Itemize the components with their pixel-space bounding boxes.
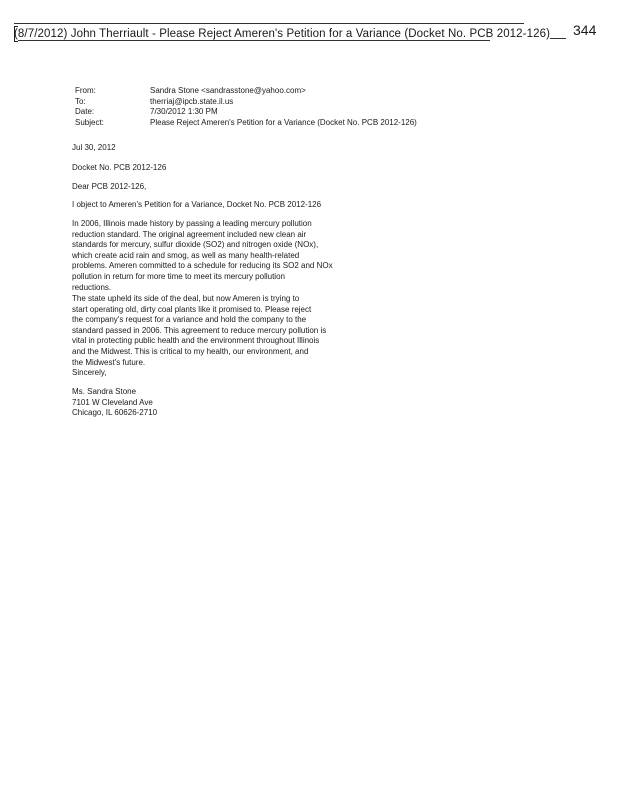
to-value: therriaj@ipcb.state.il.us	[150, 96, 234, 106]
paragraph-2-line: start operating old, dirty coal plants like it promised to. Please reject	[72, 304, 312, 314]
paragraph-2-line: the Midwest's future.	[72, 357, 146, 367]
subject-row	[75, 118, 417, 129]
email-headers	[75, 86, 417, 128]
paragraph-1-line: In 2006, Illinois made history by passing a leading mercury pollution	[72, 219, 312, 228]
letter-objection: I object to Ameren's Petition for a Variance, Docket No. PCB 2012-126	[72, 200, 322, 209]
paragraph-2-line: and the Midwest. This is critical to my health, our environment, and	[72, 346, 309, 356]
letter-closing: Sincerely,	[72, 368, 107, 377]
paragraph-1-line: which create acid rain and smog, as well as many health-related	[72, 250, 300, 260]
page-number: 344	[573, 22, 597, 38]
date-value: 7/30/2012 1:30 PM	[150, 107, 218, 117]
paragraph-1-line: pollution in return for more time to meet its mercury pollution	[72, 271, 285, 281]
to-label: To:	[75, 96, 86, 106]
signature-city: Chicago, IL 60626-2710	[72, 408, 158, 418]
paragraph-2	[72, 294, 326, 368]
letter-date: Jul 30, 2012	[72, 143, 116, 152]
to-row	[75, 97, 417, 108]
from-label: From:	[75, 86, 96, 95]
paragraph-1-line: problems. Ameren committed to a schedule for reducing its SO2 and NOx	[72, 261, 333, 271]
paragraph-2-line: vital in protecting public health and the environment throughout Illinois	[72, 336, 320, 346]
paragraph-1	[72, 219, 333, 293]
header-bottom-rule	[18, 40, 490, 41]
paragraph-1-line: standards for mercury, sulfur dioxide (SO2) and nitrogen oxide (NOx),	[72, 240, 319, 250]
date-label: Date:	[75, 107, 95, 117]
header-title: (8/7/2012) John Therriault - Please Reject Ameren's Petition for a Variance (Docket No. PCB 2012-126)	[14, 28, 551, 40]
subject-value: Please Reject Ameren's Petition for a Variance (Docket No. PCB 2012-126)	[150, 117, 417, 127]
header-dash	[550, 38, 566, 39]
signature-address: 7101 W Cleveland Ave	[72, 397, 153, 407]
date-row	[75, 107, 417, 118]
signature-block	[72, 387, 157, 419]
paragraph-1-line: reduction standard. The original agreement included new clean air	[72, 229, 307, 239]
from-value: Sandra Stone <sandrasstone@yahoo.com>	[150, 86, 306, 95]
letter-docket: Docket No. PCB 2012-126	[72, 163, 167, 172]
paragraph-1-line: reductions.	[72, 282, 112, 292]
signature-name: Ms. Sandra Stone	[72, 387, 137, 396]
letter-salutation: Dear PCB 2012-126,	[72, 182, 147, 191]
paragraph-2-line: standard passed in 2006. This agreement to reduce mercury pollution is	[72, 325, 327, 335]
from-row	[75, 86, 417, 97]
paragraph-2-line: The state upheld its side of the deal, but now Ameren is trying to	[72, 294, 300, 303]
paragraph-2-line: the company's request for a variance and hold the company to the	[72, 315, 307, 325]
header-top-rule	[14, 23, 524, 24]
subject-label: Subject:	[75, 117, 104, 127]
